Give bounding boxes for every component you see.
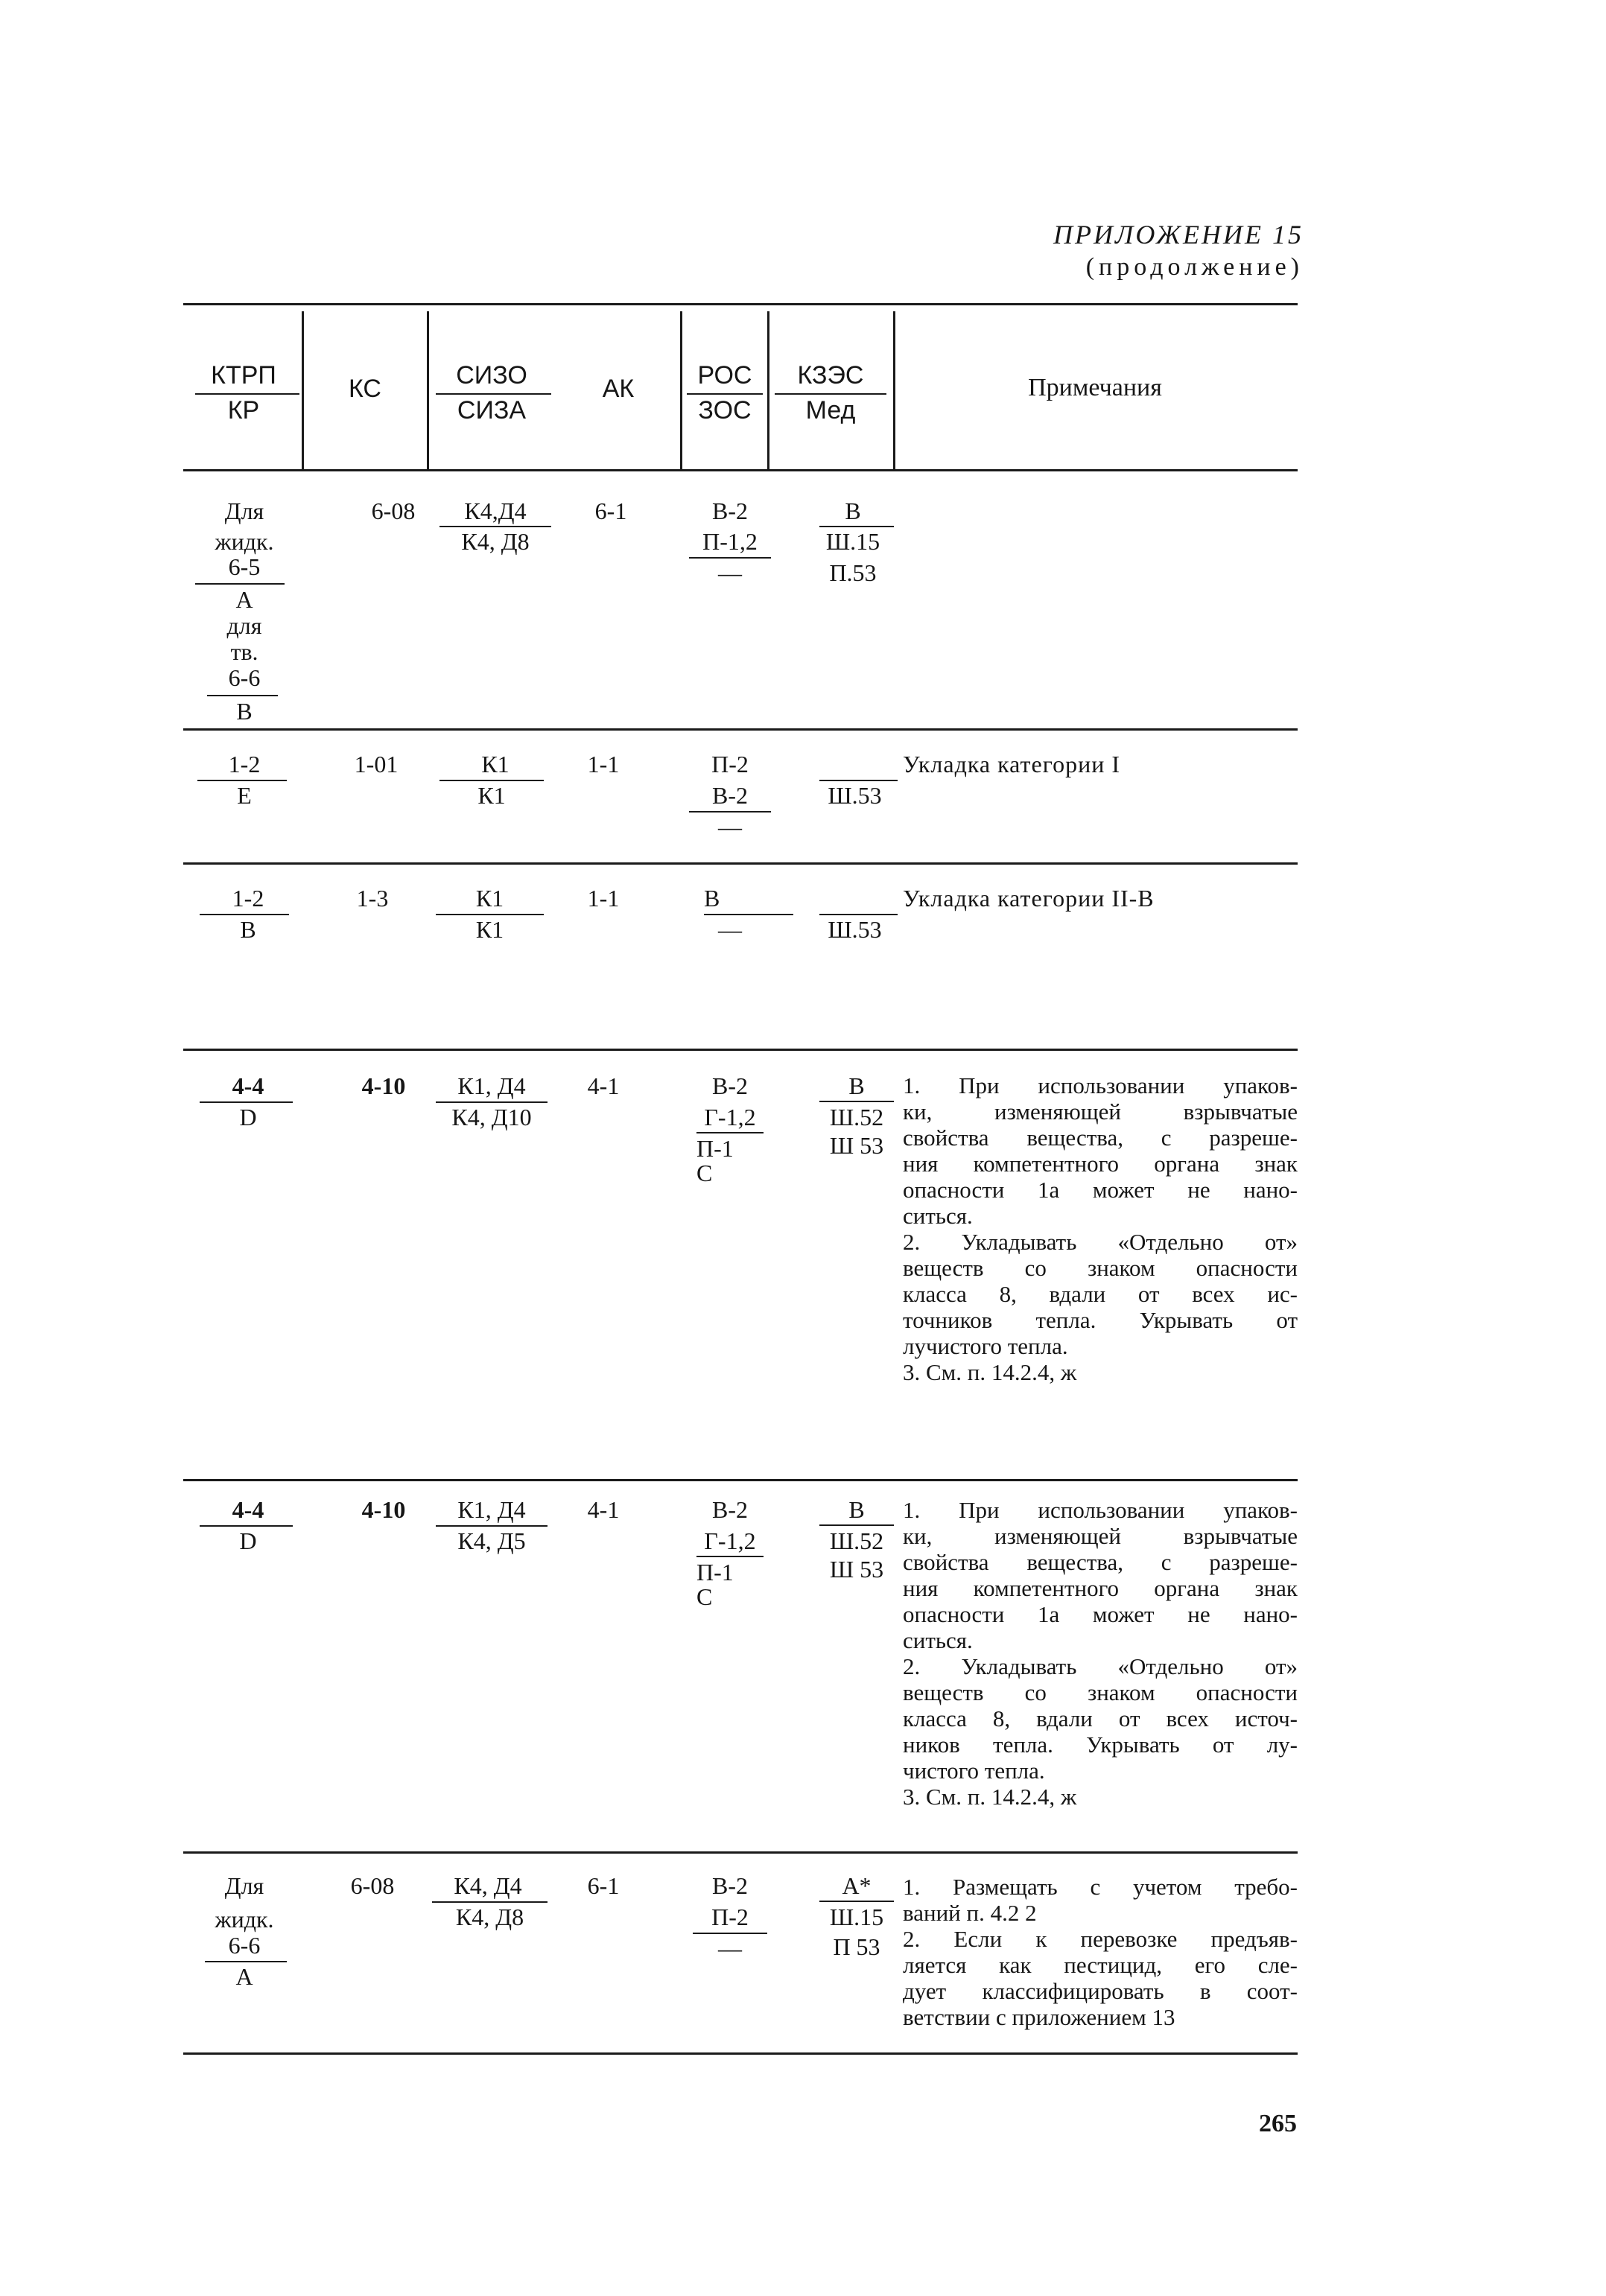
notes-cell xyxy=(903,1072,1298,1385)
note-line: ваний п. 4.2 2 xyxy=(903,1900,1037,1926)
note-line: веществ со знаком опасности xyxy=(903,1679,1298,1705)
ros-value: В-2 xyxy=(712,1496,748,1523)
col-header-fraction-line xyxy=(687,393,763,395)
note-line: точников тепла. Укрывать от xyxy=(903,1307,1298,1333)
ks-value: 1-3 xyxy=(356,885,389,912)
ktrp-value: Для xyxy=(224,1872,264,1899)
note-line: ситься. xyxy=(903,1203,973,1229)
ros-value: В-2 xyxy=(712,1072,748,1099)
note-line: опасности 1а может не нано- xyxy=(903,1601,1298,1627)
ak-value: 1-1 xyxy=(587,751,620,777)
ks-value: 1-01 xyxy=(354,751,399,777)
ks-value: 6-08 xyxy=(350,1872,395,1899)
kzes-value: А* xyxy=(842,1872,872,1899)
kzes-value: Ш.53 xyxy=(828,916,882,943)
col-header-fraction-line xyxy=(436,393,551,395)
note-line: чистого тепла. xyxy=(903,1758,1045,1784)
ks-value: 4-10 xyxy=(361,1496,406,1523)
siza-value: К1 xyxy=(477,782,506,809)
kzes-value: В xyxy=(848,1072,865,1099)
siza-value: К1 xyxy=(475,916,504,943)
sizo-value: К1, Д4 xyxy=(457,1496,526,1523)
ros-value: С xyxy=(696,1583,713,1610)
notes-cell xyxy=(903,1497,1298,1810)
ros-value: — xyxy=(718,559,742,586)
ktrp-value: жидк. xyxy=(215,528,274,555)
appendix-subtitle: (продолжение) xyxy=(1085,253,1304,281)
column-divider xyxy=(302,311,304,469)
row-divider xyxy=(183,1851,1298,1854)
sizo-value: К1 xyxy=(481,751,510,777)
col-header-fraction-line xyxy=(195,393,299,395)
note-line: веществ со знаком опасности xyxy=(903,1255,1298,1281)
ktrp-value: 6-5 xyxy=(228,553,261,580)
table-top-rule xyxy=(183,303,1298,305)
col-header-zos: ЗОС xyxy=(698,396,752,424)
ktrp-value: D xyxy=(239,1104,257,1130)
ktrp-value: для xyxy=(226,612,262,639)
ktrp-value: В xyxy=(240,916,256,943)
row-divider xyxy=(183,728,1298,731)
page-number: 265 xyxy=(1259,2110,1297,2137)
note-line: ния компетентного органа знак xyxy=(903,1151,1298,1177)
ktrp-value: В xyxy=(236,698,253,725)
note-line: ветствии с приложением 13 xyxy=(903,2004,1175,2030)
kzes-value: Ш.15 xyxy=(825,528,880,555)
col-header-siza: СИЗА xyxy=(457,396,527,424)
col-header-fraction-line xyxy=(775,393,886,395)
note-line: класса 8, вдали от всех источ- xyxy=(903,1705,1298,1731)
ktrp-value: 1-2 xyxy=(228,751,261,777)
row-divider xyxy=(183,1049,1298,1051)
note-line: свойства вещества, с разреше- xyxy=(903,1549,1298,1575)
column-divider xyxy=(767,311,769,469)
kzes-value: Ш 53 xyxy=(829,1556,884,1583)
ros-value: В xyxy=(704,885,720,912)
col-header-med: Мед xyxy=(805,396,856,424)
note-line: 1. При использовании упаков- xyxy=(903,1072,1298,1098)
ros-value: — xyxy=(718,1935,742,1962)
note-line: 1. Размещать с учетом требо- xyxy=(903,1874,1298,1900)
ros-value: В-2 xyxy=(712,497,748,524)
sizo-value: К1 xyxy=(475,885,504,912)
column-divider xyxy=(427,311,429,469)
ks-value: 4-10 xyxy=(361,1072,406,1099)
ktrp-value: Е xyxy=(237,782,252,809)
ak-value: 4-1 xyxy=(587,1496,620,1523)
col-header-kr: КР xyxy=(227,396,260,424)
ros-value: — xyxy=(718,916,742,943)
kzes-value: Ш.52 xyxy=(829,1527,884,1554)
ak-value: 6-1 xyxy=(587,1872,620,1899)
table-bottom-rule xyxy=(183,2052,1298,2055)
ktrp-value: А xyxy=(235,1963,253,1990)
ros-value: П-2 xyxy=(711,751,749,777)
ros-value: Г-1,2 xyxy=(704,1527,756,1554)
siza-value: К4, Д8 xyxy=(461,528,530,555)
ktrp-value: Для xyxy=(224,497,264,524)
kzes-value: В xyxy=(845,497,861,524)
column-divider xyxy=(680,311,682,469)
ktrp-value: D xyxy=(239,1527,257,1554)
ros-value: П-1 xyxy=(696,1559,734,1586)
note-line: дует классифицировать в соот- xyxy=(903,1978,1298,2004)
note-line: 3. См. п. 14.2.4, ж xyxy=(903,1359,1077,1385)
ktrp-value: 4-4 xyxy=(232,1496,264,1523)
note-line: ки, изменяющей взрывчатые xyxy=(903,1098,1298,1125)
column-divider xyxy=(893,311,895,469)
notes-cell xyxy=(903,1874,1298,2030)
col-header-ks: КС xyxy=(349,375,381,403)
kzes-value: П.53 xyxy=(829,559,877,586)
kzes-value: Ш.52 xyxy=(829,1104,884,1130)
col-header-sizo: СИЗО xyxy=(456,361,527,389)
ros-value: Г-1,2 xyxy=(704,1104,756,1130)
sizo-value: К1, Д4 xyxy=(457,1072,526,1099)
ktrp-value: жидк. xyxy=(215,1906,274,1933)
note-line: опасности 1а может не нано- xyxy=(903,1177,1298,1203)
ros-value: П-2 xyxy=(711,1904,749,1930)
col-header-kzes: КЗЭС xyxy=(797,361,864,389)
siza-value: К4, Д8 xyxy=(455,1904,524,1930)
sizo-value: К4, Д4 xyxy=(454,1872,522,1899)
ros-value: П-1,2 xyxy=(702,528,758,555)
kzes-value: Ш 53 xyxy=(829,1132,884,1159)
note-line: свойства вещества, с разреше- xyxy=(903,1125,1298,1151)
ros-value: В-2 xyxy=(712,782,748,809)
col-header-ak: АК xyxy=(602,375,635,403)
ak-value: 6-1 xyxy=(594,497,627,524)
note-line: класса 8, вдали от всех ис- xyxy=(903,1281,1298,1307)
note-text: Укладка категории I xyxy=(903,751,1120,777)
col-header-ros: РОС xyxy=(697,361,752,389)
kzes-value: П 53 xyxy=(833,1933,880,1960)
sizo-value: К4,Д4 xyxy=(464,497,527,524)
ros-value: В-2 xyxy=(712,1872,748,1899)
ktrp-value: 6-6 xyxy=(228,1932,261,1959)
note-line: ляется как пестицид, его сле- xyxy=(903,1952,1298,1978)
siza-value: К4, Д10 xyxy=(451,1104,532,1130)
ak-value: 4-1 xyxy=(587,1072,620,1099)
row-divider xyxy=(183,1479,1298,1481)
ks-value: 6-08 xyxy=(371,497,416,524)
table-header-rule xyxy=(183,469,1298,471)
ak-value: 1-1 xyxy=(587,885,620,912)
note-text: Укладка категории II-В xyxy=(903,885,1155,912)
ktrp-value: 1-2 xyxy=(232,885,264,912)
note-line: 2. Укладывать «Отдельно от» xyxy=(903,1653,1298,1679)
note-line: 3. См. п. 14.2.4, ж xyxy=(903,1784,1077,1810)
ktrp-value: 4-4 xyxy=(232,1072,264,1099)
ktrp-value: А xyxy=(235,586,253,613)
kzes-value: В xyxy=(848,1496,865,1523)
ktrp-value: тв. xyxy=(230,638,258,665)
note-line: ников тепла. Укрывать от лу- xyxy=(903,1731,1298,1758)
col-header-ktrp: КТРП xyxy=(211,361,276,389)
note-line: 2. Укладывать «Отдельно от» xyxy=(903,1229,1298,1255)
note-line: 2. Если к перевозке предъяв- xyxy=(903,1926,1298,1952)
kzes-value: Ш.15 xyxy=(829,1904,884,1930)
row-divider xyxy=(183,862,1298,865)
note-line: ния компетентного органа знак xyxy=(903,1575,1298,1601)
ros-value: — xyxy=(718,813,742,840)
note-line: 1. При использовании упаков- xyxy=(903,1497,1298,1523)
ktrp-value: 6-6 xyxy=(228,664,261,691)
note-line: ситься. xyxy=(903,1627,973,1653)
ros-value: П-1 xyxy=(696,1135,734,1162)
siza-value: К4, Д5 xyxy=(457,1527,526,1554)
col-header-notes: Примечания xyxy=(1028,374,1162,401)
ros-value: С xyxy=(696,1160,713,1186)
kzes-value: Ш.53 xyxy=(828,782,882,809)
note-line: лучистого тепла. xyxy=(903,1333,1068,1359)
note-line: ки, изменяющей взрывчатые xyxy=(903,1523,1298,1549)
appendix-title: ПРИЛОЖЕНИЕ 15 xyxy=(1053,220,1304,249)
